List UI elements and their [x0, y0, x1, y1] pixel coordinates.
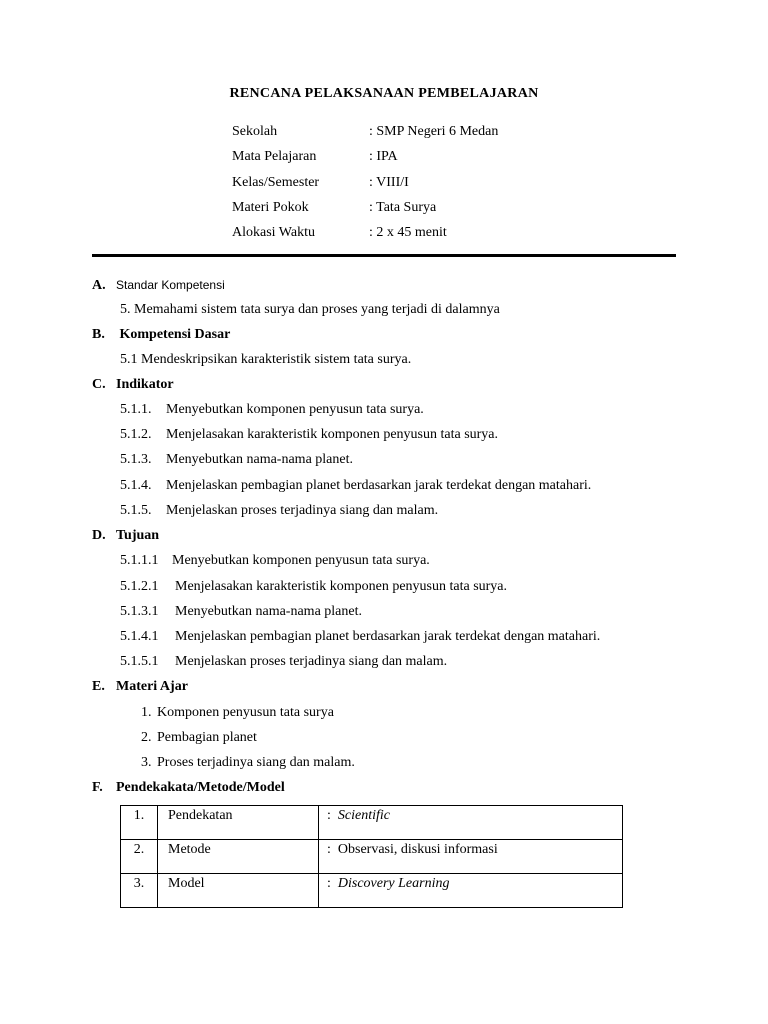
section-title: Indikator	[116, 377, 174, 392]
section-e-heading	[92, 679, 188, 695]
table-row	[121, 806, 623, 840]
identity-value: : 2 x 45 menit	[369, 225, 447, 241]
item-text: Menyebutkan nama-nama planet.	[166, 452, 353, 467]
section-letter: C.	[92, 377, 106, 392]
item-number: 5.1.1.	[120, 402, 152, 417]
competency-item: 5.1 Mendeskripsikan karakteristik sistem tata surya.	[120, 352, 412, 367]
header-divider	[92, 254, 676, 257]
item-text: Menjelaskan proses terjadinya siang dan malam.	[175, 654, 448, 669]
section-letter: D.	[92, 528, 106, 543]
row-label: Model	[158, 874, 319, 908]
objective-item	[120, 629, 600, 645]
item-number: 5.1.3.1	[120, 604, 159, 619]
material-item	[141, 755, 355, 771]
identity-key: Mata Pelajaran	[232, 149, 317, 165]
section-letter: A.	[92, 278, 106, 293]
item-number: 5.1.3.	[120, 452, 152, 467]
item-number: 1.	[141, 705, 152, 720]
item-text: Menyebutkan nama-nama planet.	[175, 604, 362, 619]
section-c-heading	[92, 377, 174, 393]
row-value: Scientific	[337, 808, 390, 823]
item-number: 5.1.2.1	[120, 579, 159, 594]
section-title: Kompetensi Dasar	[119, 327, 231, 342]
identity-row	[232, 124, 498, 149]
row-value-cell	[319, 806, 623, 840]
section-title: Tujuan	[116, 528, 160, 543]
item-number: 5.1.1.1	[120, 553, 159, 568]
identity-row	[232, 149, 498, 174]
identity-value: : Tata Surya	[369, 199, 437, 215]
identity-key: Sekolah	[232, 124, 278, 139]
section-letter: E.	[92, 679, 105, 694]
section-title: Standar Kompetensi	[116, 278, 225, 292]
row-colon: :	[327, 808, 331, 823]
row-value-cell	[319, 840, 623, 874]
section-f-heading	[92, 780, 285, 796]
objective-item	[120, 553, 430, 569]
identity-key: Alokasi Waktu	[232, 225, 315, 241]
identity-key: Materi Pokok	[232, 199, 309, 215]
indicator-item	[120, 452, 353, 468]
item-number: 2.	[141, 730, 152, 745]
row-colon: :	[327, 842, 331, 857]
row-colon: :	[327, 876, 331, 891]
material-item	[141, 730, 257, 746]
material-item	[141, 705, 334, 721]
section-title: Pendekakata/Metode/Model	[116, 780, 285, 795]
row-label: Metode	[158, 840, 319, 874]
item-text: Menjelasakan karakteristik komponen penyusun tata surya.	[175, 579, 508, 594]
item-text: Menjelaskan pembagian planet berdasarkan jarak terdekat dengan matahari.	[175, 629, 601, 644]
row-value: Observasi, diskusi informasi	[337, 842, 498, 857]
objective-item	[120, 579, 507, 595]
item-number: 5.1.5.1	[120, 654, 159, 669]
item-text: Menjelasakan karakteristik komponen penyusun tata surya.	[166, 427, 499, 442]
identity-value: : SMP Negeri 6 Medan	[369, 124, 499, 139]
indicator-item	[120, 402, 424, 418]
objective-item	[120, 654, 447, 670]
row-number: 2.	[121, 840, 158, 874]
document-title: RENCANA PELAKSANAAN PEMBELAJARAN	[229, 86, 539, 101]
table-row	[121, 840, 623, 874]
item-number: 3.	[141, 755, 152, 770]
identity-row	[232, 175, 498, 200]
approach-method-model-table	[120, 805, 623, 908]
row-number: 3.	[121, 874, 158, 908]
section-letter: F.	[92, 780, 103, 795]
item-text: Menjelaskan pembagian planet berdasarkan jarak terdekat dengan matahari.	[166, 478, 592, 493]
item-text: Proses terjadinya siang dan malam.	[157, 755, 355, 770]
section-b-heading	[92, 327, 230, 343]
identity-value: : VIII/I	[369, 174, 409, 190]
section-letter: B.	[92, 327, 105, 342]
identity-row	[232, 200, 498, 225]
standard-item: 5. Memahami sistem tata surya dan proses yang terjadi di dalamnya	[120, 302, 500, 317]
row-value: Discovery Learning	[337, 876, 450, 891]
item-text: Menyebutkan komponen penyusun tata surya.	[166, 402, 424, 417]
row-number: 1.	[121, 806, 158, 840]
identity-value: : IPA	[369, 149, 398, 165]
identity-block	[232, 124, 498, 250]
indicator-item	[120, 478, 591, 494]
item-number: 5.1.4.	[120, 478, 152, 493]
table-row	[121, 874, 623, 908]
indicator-item	[120, 503, 438, 519]
row-value-cell	[319, 874, 623, 908]
identity-key: Kelas/Semester	[232, 174, 320, 190]
indicator-item	[120, 427, 498, 443]
identity-row	[232, 225, 498, 250]
item-text: Komponen penyusun tata surya	[157, 705, 334, 720]
section-d-heading	[92, 528, 159, 544]
section-title: Materi Ajar	[116, 679, 188, 694]
item-text: Menjelaskan proses terjadinya siang dan malam.	[166, 503, 439, 518]
item-text: Pembagian planet	[157, 730, 257, 745]
item-text: Menyebutkan komponen penyusun tata surya.	[172, 553, 430, 568]
item-number: 5.1.5.	[120, 503, 152, 518]
item-number: 5.1.2.	[120, 427, 152, 442]
row-label: Pendekatan	[158, 806, 319, 840]
objective-item	[120, 604, 362, 620]
item-number: 5.1.4.1	[120, 629, 159, 644]
section-a-heading	[92, 278, 225, 294]
